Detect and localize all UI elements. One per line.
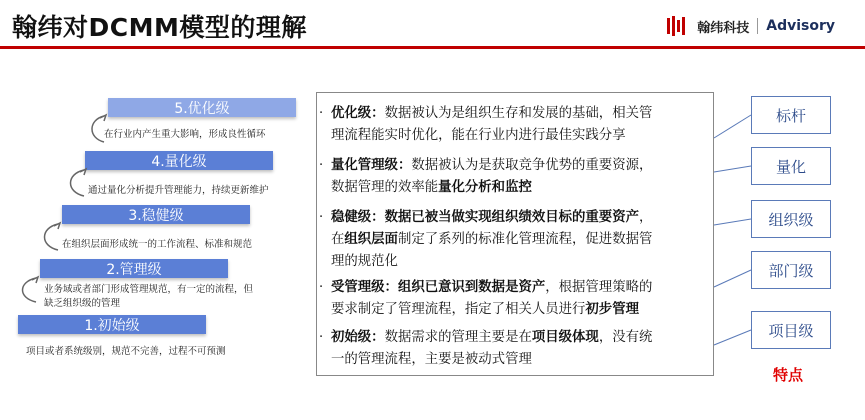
level-2-desc-line2: 缺乏组织级的管理 [44, 298, 121, 309]
level-4-bar: 4.量化级 [85, 151, 273, 170]
tag-benchmark: 标杆 [751, 96, 831, 134]
item-text: 数据需求的管理主要是在 [384, 330, 532, 345]
characteristics-panel [316, 92, 714, 376]
level-5-desc: 在行业内产生重大影响，形成良性循环 [104, 129, 266, 140]
tag-project: 项目级 [751, 311, 831, 349]
item-text: ，没有统 [598, 330, 653, 345]
item-text: 数据被认为是组织生存和发展的基础，相关管 [384, 106, 653, 121]
item-quantitative: · 量化管理级：数据被认为是获取竞争优势的重要资源， 数据管理的效率能量化分析和监控 [319, 158, 653, 195]
tag-connector [714, 270, 751, 287]
level-2-desc-line1: 业务域或者部门形成管理规范，有一定的流程，但 [44, 284, 254, 295]
level-3-bar: 3.稳健级 [62, 205, 250, 224]
tag-connector [714, 330, 751, 345]
item-text: ，根据管理策略的 [545, 280, 653, 295]
level-2-bar: 2.管理级 [40, 259, 228, 278]
item-head: 初始级： [331, 330, 385, 345]
brand-name-cn: 翰纬科技 [697, 20, 750, 36]
item-text: 一的管理流程，主要是被动式管理 [331, 352, 532, 367]
item-emphasis: 数据已被当做实现组织绩效目标的重要资产 [384, 210, 639, 225]
level-4-desc: 通过量化分析提升管理能力，持续更新维护 [88, 185, 269, 196]
page-title: 翰纬对DCMM模型的理解 [12, 13, 307, 42]
arc-arrow-icon [71, 170, 85, 196]
item-head: 优化级： [331, 106, 385, 121]
item-emphasis: 组织层面 [344, 232, 398, 247]
level-1-desc: 项目或者系统级别，规范不完善，过程不可预测 [26, 346, 226, 357]
arc-arrow-icon [23, 278, 37, 302]
item-text: ， [638, 210, 653, 225]
item-head: 稳健级： [331, 210, 385, 225]
brand-name-en: Advisory [766, 18, 835, 34]
item-head: 量化管理级： [331, 158, 412, 173]
arc-arrow-icon [100, 115, 106, 121]
item-text: 理的规范化 [331, 254, 398, 269]
level-1-bar: 1.初始级 [18, 315, 206, 334]
tag-connector [714, 219, 751, 225]
item-text: 理流程能实时优化，能在行业内进行最佳实践分享 [331, 128, 626, 143]
arc-arrow-icon [80, 169, 86, 175]
item-text: 制定了系列的标准化管理流程，促进数据管 [397, 232, 653, 247]
item-text: 数据被认为是获取竞争优势的重要资源， [411, 158, 653, 173]
arc-arrow-icon [92, 116, 104, 142]
tag-connector [714, 166, 751, 172]
level-5-bar: 5.优化级 [108, 98, 296, 117]
item-emphasis: 项目级体现 [531, 330, 599, 345]
arc-arrow-icon [32, 277, 38, 283]
tag-connector [714, 115, 751, 138]
item-text: 要求制定了管理流程，指定了相关人员进行 [331, 302, 586, 317]
arc-arrow-icon [54, 223, 60, 229]
item-text: 在 [331, 232, 345, 247]
tag-department: 部门级 [751, 251, 831, 289]
feature-label: 特点 [773, 366, 804, 384]
item-optimizing: · 优化级：数据被认为是组织生存和发展的基础，相关管 理流程能实时优化，能在行业内进行最佳实践分享 [319, 106, 653, 143]
item-text: 数据管理的效率能 [331, 180, 439, 195]
arc-arrow-icon [45, 224, 59, 250]
item-emphasis: 量化分析和监控 [438, 180, 532, 195]
item-emphasis: 组织已意识到数据是资产 [397, 280, 546, 295]
tag-quantified: 量化 [751, 147, 831, 185]
tag-organization: 组织级 [751, 200, 831, 238]
level-3-desc: 在组织层面形成统一的工作流程、标准和规范 [62, 239, 253, 250]
item-emphasis: 初步管理 [585, 302, 639, 317]
item-head: 受管理级： [331, 280, 398, 295]
item-robust: · 稳健级：数据已被当做实现组织绩效目标的重要资产， 在组织层面制定了系列的标准化管理流程，促进数据管 理的规范化 [319, 210, 653, 269]
item-managed: · 受管理级：组织已意识到数据是资产，根据管理策略的 要求制定了管理流程，指定了相关人员进行初步管理 [319, 280, 653, 317]
item-initial: · 初始级：数据需求的管理主要是在项目级体现，没有统 一的管理流程，主要是被动式管理 [319, 330, 653, 367]
